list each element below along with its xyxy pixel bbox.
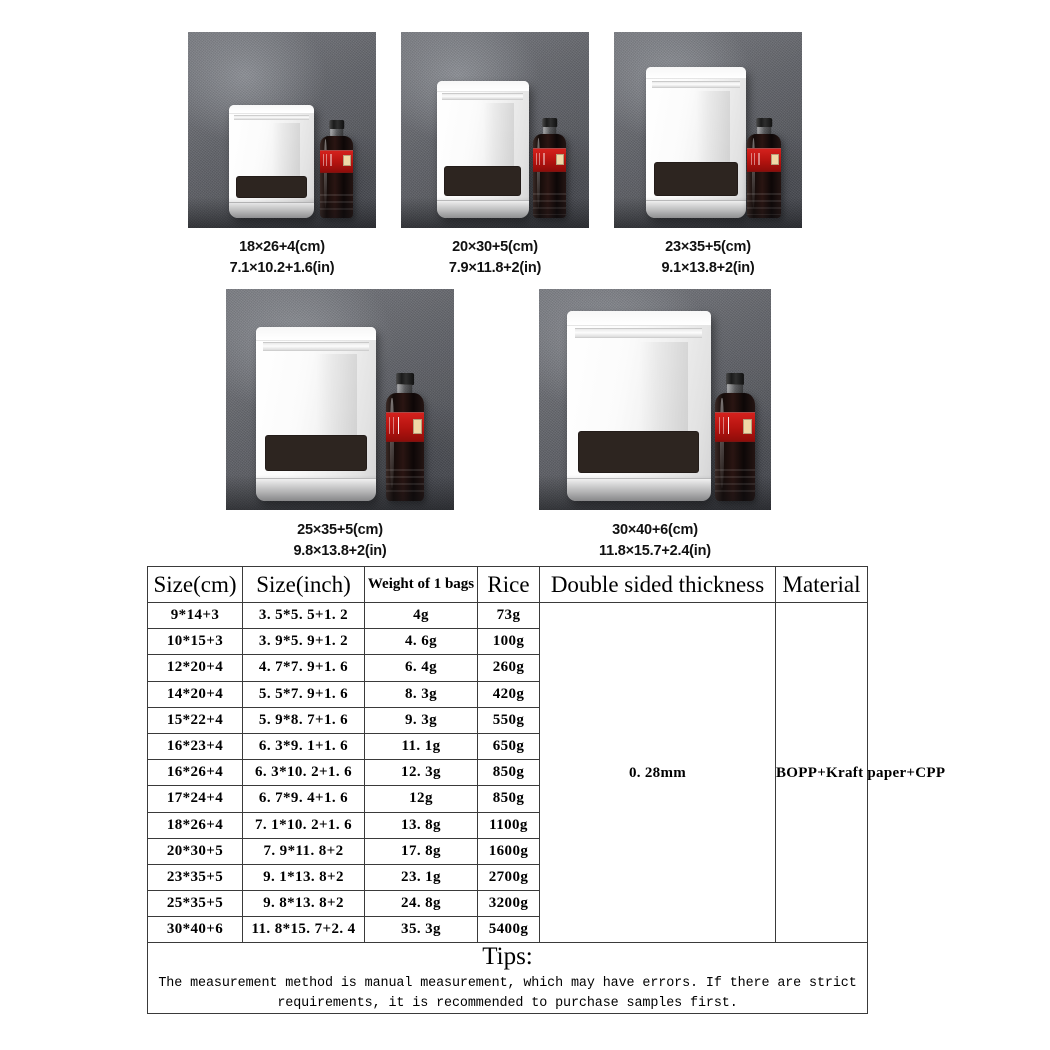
- cell-weight: 6. 4g: [365, 655, 478, 681]
- caption-in: 7.9×11.8+2(in): [448, 259, 542, 276]
- cell-size-inch: 4. 7*7. 9+1. 6: [243, 655, 365, 681]
- header-thickness: Double sided thickness: [540, 567, 776, 603]
- cell-rice: 3200g: [478, 891, 540, 917]
- cell-size-cm: 20*30+5: [148, 838, 243, 864]
- photo-caption-23x35: [661, 237, 754, 278]
- bottle-label-script: [322, 154, 341, 166]
- cell-size-cm: 12*20+4: [148, 655, 243, 681]
- cell-weight: 35. 3g: [365, 917, 478, 943]
- cell-size-inch: 7. 9*11. 8+2: [243, 838, 365, 864]
- bottle-label-badge: [343, 155, 351, 166]
- cell-size-inch: 6. 3*10. 2+1. 6: [243, 760, 365, 786]
- bottle-ribs: [386, 469, 425, 497]
- bottle-label: [533, 148, 567, 172]
- bottle-body: [320, 136, 354, 218]
- bottle-ribs: [747, 193, 781, 215]
- header-weight: Weight of 1 bags: [365, 567, 478, 603]
- photo-caption-30x40: [599, 520, 711, 561]
- cola-bottle-scale-reference: [747, 118, 781, 218]
- header-rice: Rice: [478, 567, 540, 603]
- bottle-body: [747, 134, 781, 218]
- bottle-label-badge: [413, 419, 422, 434]
- product-card-30x40: [539, 289, 771, 561]
- cell-rice: 850g: [478, 760, 540, 786]
- cell-weight: 9. 3g: [365, 707, 478, 733]
- cell-size-cm: 10*15+3: [148, 629, 243, 655]
- stand-up-pouch: [646, 67, 746, 218]
- tips-title: Tips:: [482, 943, 533, 971]
- bottle-label-badge: [556, 154, 564, 165]
- cell-rice: 73g: [478, 603, 540, 629]
- caption-cm: 25×35+5(cm): [297, 522, 383, 538]
- bottle-label-script: [535, 153, 554, 165]
- stand-up-pouch: [437, 81, 529, 218]
- cell-thickness: 0. 28mm: [540, 603, 776, 943]
- bottle-label: [386, 412, 425, 442]
- cell-size-inch: 11. 8*15. 7+2. 4: [243, 917, 365, 943]
- table-body: [148, 603, 946, 943]
- product-card-18x26: [188, 32, 376, 278]
- bottle-ribs: [320, 194, 354, 215]
- stand-up-pouch: [256, 327, 377, 502]
- bottle-label: [715, 412, 754, 442]
- cell-size-inch: 5. 5*7. 9+1. 6: [243, 681, 365, 707]
- pouch-window: [444, 166, 521, 196]
- bottle-label-badge: [771, 154, 779, 165]
- caption-cm: 23×35+5(cm): [665, 239, 751, 255]
- cola-bottle-scale-reference: [715, 373, 754, 501]
- cell-weight: 12g: [365, 786, 478, 812]
- pouch-top-seal: [229, 105, 314, 114]
- bottle-body: [715, 393, 754, 501]
- pouch-window: [265, 435, 367, 472]
- cell-rice: 260g: [478, 655, 540, 681]
- cell-size-cm: 23*35+5: [148, 864, 243, 890]
- product-photo-30x40[interactable]: [539, 289, 771, 510]
- pouch-zipper: [263, 342, 369, 351]
- header-size-inch: Size(inch): [243, 567, 365, 603]
- pouch-top-seal: [646, 67, 746, 79]
- cell-size-cm: 16*26+4: [148, 760, 243, 786]
- cell-weight: 23. 1g: [365, 864, 478, 890]
- cell-weight: 8. 3g: [365, 681, 478, 707]
- bottle-body: [386, 393, 425, 501]
- cell-size-inch: 7. 1*10. 2+1. 6: [243, 812, 365, 838]
- pouch-bottom-gusset: [256, 478, 377, 501]
- cola-bottle-scale-reference: [386, 373, 425, 501]
- cola-bottle-scale-reference: [533, 118, 567, 218]
- product-photo-23x35[interactable]: [614, 32, 802, 228]
- product-card-20x30: [401, 32, 589, 278]
- pouch-crease: [272, 123, 301, 184]
- caption-cm: 18×26+4(cm): [239, 239, 325, 255]
- photo-caption-20x30: [449, 237, 541, 278]
- gallery-row-bottom: [226, 289, 771, 561]
- cell-rice: 650g: [478, 733, 540, 759]
- table-row: [148, 603, 868, 629]
- photo-caption-18x26: [230, 237, 335, 278]
- pouch-zipper: [234, 115, 308, 121]
- cell-size-inch: 6. 3*9. 1+1. 6: [243, 733, 365, 759]
- pouch-top-seal: [437, 81, 529, 92]
- cell-size-cm: 25*35+5: [148, 891, 243, 917]
- cell-rice: 850g: [478, 786, 540, 812]
- cell-material: BOPP+Kraft paper+CPP: [776, 603, 868, 943]
- cell-weight: 17. 8g: [365, 838, 478, 864]
- cell-size-inch: 5. 9*8. 7+1. 6: [243, 707, 365, 733]
- pouch-zipper: [652, 81, 740, 89]
- product-photo-25x35[interactable]: [226, 289, 454, 510]
- cell-weight: 13. 8g: [365, 812, 478, 838]
- pouch-bottom-gusset: [646, 200, 746, 218]
- product-photo-18x26[interactable]: [188, 32, 376, 228]
- bottle-label-script: [388, 417, 409, 433]
- product-card-23x35: [614, 32, 802, 278]
- pouch-top-seal: [256, 327, 377, 341]
- cell-size-cm: 17*24+4: [148, 786, 243, 812]
- table-header-row: [148, 567, 868, 603]
- pouch-window: [236, 176, 307, 198]
- stand-up-pouch: [229, 105, 314, 219]
- caption-in: 7.1×10.2+1.6(in): [229, 259, 335, 276]
- cell-size-cm: 14*20+4: [148, 681, 243, 707]
- bottle-ribs: [715, 469, 754, 497]
- tips-line-2: requirements, it is recommended to purchase samples first.: [277, 995, 738, 1011]
- cell-size-cm: 9*14+3: [148, 603, 243, 629]
- cell-size-inch: 9. 8*13. 8+2: [243, 891, 365, 917]
- cell-size-inch: 3. 5*5. 5+1. 2: [243, 603, 365, 629]
- cell-weight: 24. 8g: [365, 891, 478, 917]
- caption-in: 9.8×13.8+2(in): [293, 542, 387, 559]
- tips-row: [148, 943, 868, 1014]
- photo-caption-25x35: [293, 520, 386, 561]
- cell-size-inch: 9. 1*13. 8+2: [243, 864, 365, 890]
- pouch-top-seal: [567, 311, 711, 326]
- caption-in: 9.1×13.8+2(in): [661, 259, 755, 276]
- cell-rice: 5400g: [478, 917, 540, 943]
- bottle-ribs: [533, 193, 567, 215]
- bottle-label-script: [718, 417, 740, 433]
- cell-size-inch: 6. 7*9. 4+1. 6: [243, 786, 365, 812]
- cell-size-cm: 30*40+6: [148, 917, 243, 943]
- bottle-label: [320, 150, 354, 173]
- bottle-cap: [726, 373, 744, 385]
- cell-size-cm: 15*22+4: [148, 707, 243, 733]
- bottle-label-badge: [743, 419, 752, 434]
- specification-table: [147, 566, 946, 1014]
- pouch-crease: [639, 342, 688, 445]
- gallery-row-top: [188, 32, 802, 278]
- pouch-window: [654, 162, 738, 195]
- stand-up-pouch: [567, 311, 711, 501]
- pouch-zipper: [442, 93, 523, 100]
- cell-rice: 420g: [478, 681, 540, 707]
- product-card-25x35: [226, 289, 454, 561]
- bottle-label-script: [750, 153, 769, 165]
- cell-rice: 100g: [478, 629, 540, 655]
- caption-in: 11.8×15.7+2.4(in): [599, 542, 711, 559]
- bottle-body: [533, 134, 567, 218]
- cell-size-cm: 16*23+4: [148, 733, 243, 759]
- pouch-zipper: [575, 328, 702, 338]
- cell-rice: 2700g: [478, 864, 540, 890]
- cell-rice: 1100g: [478, 812, 540, 838]
- cell-rice: 550g: [478, 707, 540, 733]
- specification-table-container: [147, 566, 946, 1014]
- bottle-cap: [396, 373, 414, 385]
- header-size-cm: Size(cm): [148, 567, 243, 603]
- tips-line-1: The measurement method is manual measurement, which may have errors. If there are strict: [158, 976, 857, 992]
- pouch-bottom-gusset: [229, 202, 314, 218]
- cell-size-cm: 18*26+4: [148, 812, 243, 838]
- bottle-label: [747, 148, 781, 172]
- caption-cm: 20×30+5(cm): [452, 239, 538, 255]
- product-photo-20x30[interactable]: [401, 32, 589, 228]
- cell-rice: 1600g: [478, 838, 540, 864]
- cell-size-inch: 3. 9*5. 9+1. 2: [243, 629, 365, 655]
- tips-cell: [148, 943, 868, 1014]
- pouch-bottom-gusset: [567, 478, 711, 501]
- pouch-crease: [696, 91, 730, 173]
- caption-cm: 30×40+6(cm): [612, 522, 698, 538]
- cell-weight: 12. 3g: [365, 760, 478, 786]
- header-material: Material: [776, 567, 868, 603]
- pouch-window: [578, 431, 699, 473]
- cola-bottle-scale-reference: [320, 120, 354, 218]
- cell-weight: 11. 1g: [365, 733, 478, 759]
- pouch-bottom-gusset: [437, 200, 529, 218]
- cell-weight: 4. 6g: [365, 629, 478, 655]
- cell-weight: 4g: [365, 603, 478, 629]
